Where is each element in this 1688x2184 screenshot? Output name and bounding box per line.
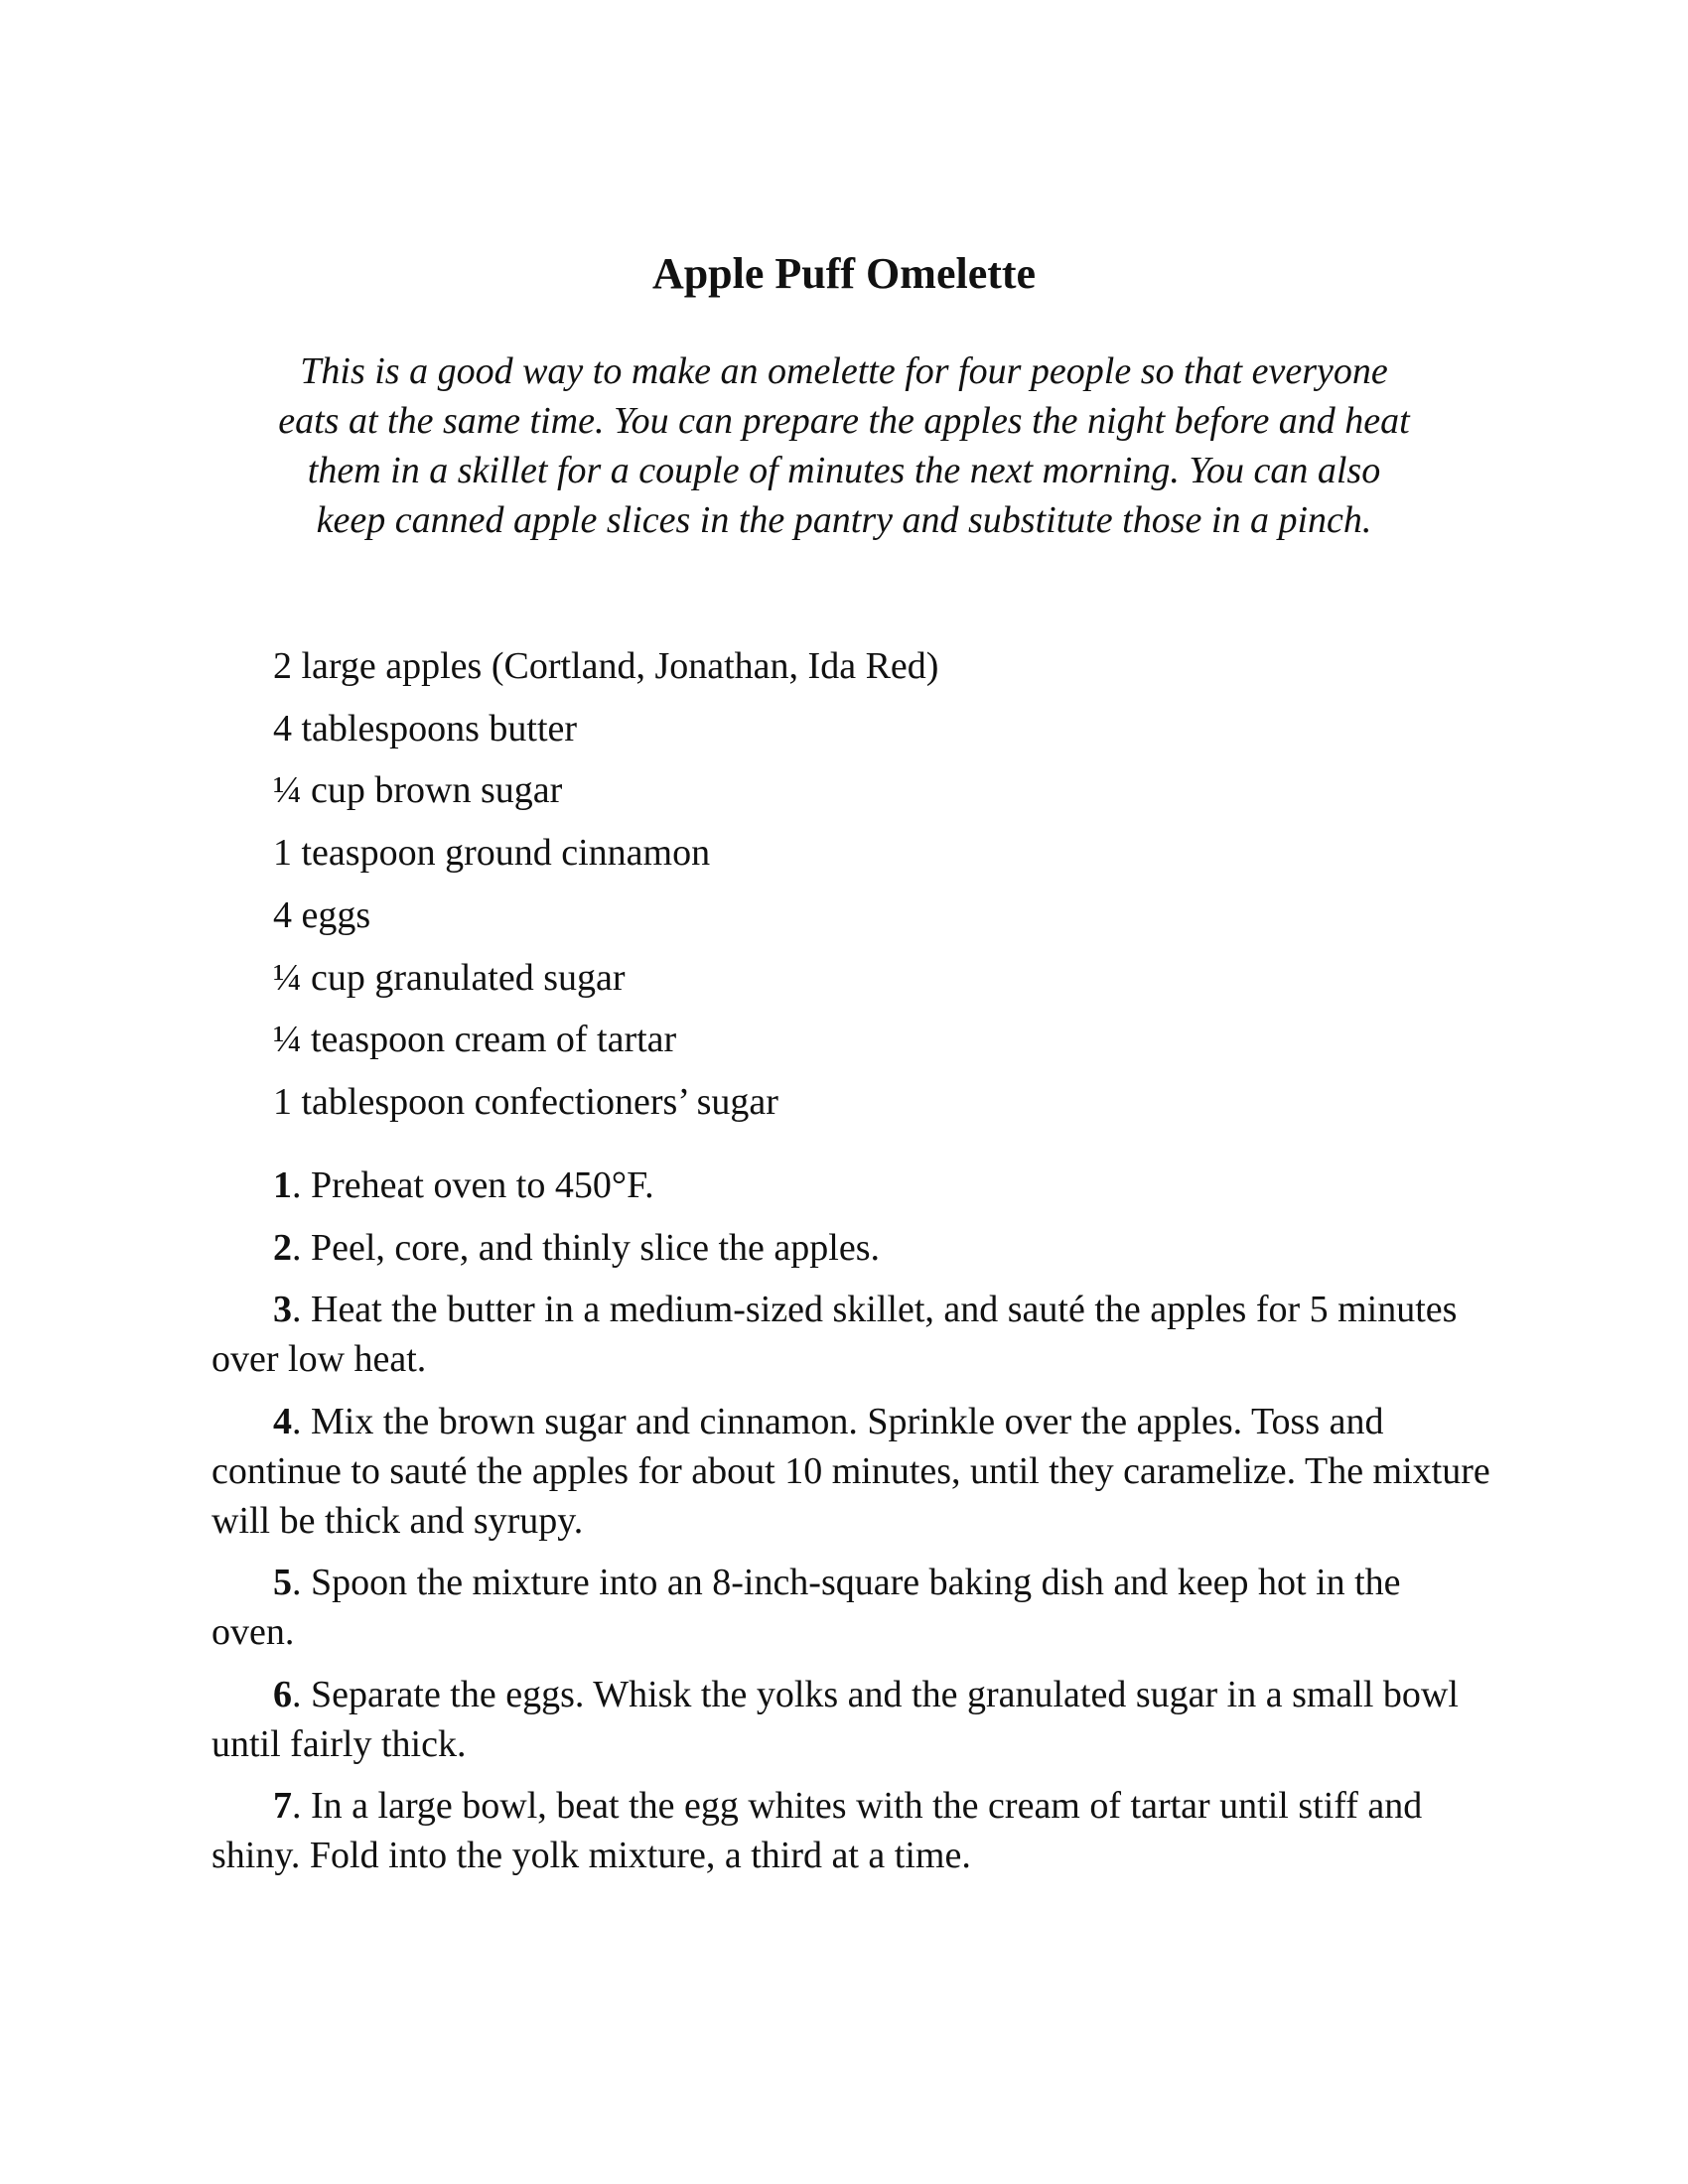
ingredient-item: ¼ teaspoon cream of tartar [273,1019,677,1061]
step-number: 3 [273,1289,292,1330]
ingredient-item: 1 teaspoon ground cinnamon [273,832,711,875]
step-number: 6 [273,1673,292,1715]
ingredient-item: ¼ cup brown sugar [273,769,563,812]
step-item [211,1160,1492,1210]
ingredient-item: 4 eggs [273,893,371,936]
step-item [211,1670,1492,1769]
step-number: 2 [273,1226,292,1269]
step-item [211,1397,1492,1546]
step-text: . Preheat oven to 450°F. [292,1164,654,1206]
step-number: 7 [273,1785,292,1827]
step-number: 1 [273,1164,292,1206]
step-text: . In a large bowl, beat the egg whites with the cream of tartar until stiff and shiny. Fold into the yolk mixture, a third at a time. [211,1785,1423,1876]
ingredient-item: 4 tablespoons butter [273,707,578,750]
step-item [211,1223,1492,1273]
step-item [211,1781,1492,1880]
step-list [211,1160,1492,1893]
step-text: . Peel, core, and thinly slice the apples. [292,1226,880,1269]
step-text: . Heat the butter in a medium-sized skillet, and sauté the apples for 5 minutes over low heat. [211,1289,1458,1380]
step-text: . Mix the brown sugar and cinnamon. Sprinkle over the apples. Toss and continue to sauté the apples for about 10 minutes, until they caramelize. The mixture will be thick and syrupy. [211,1400,1490,1542]
ingredient-item: ¼ cup granulated sugar [273,956,626,999]
recipe-intro: This is a good way to make an omelette for four people so that everyone eats at the same time. You can prepare the apples the night before and heat them in a skillet for a couple of minutes the next morning. You can also keep canned apple slices in the pantry and substitute those in a pinch. [278,350,1410,541]
step-item [211,1558,1492,1657]
recipe-title: Apple Puff Omelette [651,249,1037,298]
ingredient-list [273,635,938,1134]
step-number: 4 [273,1400,292,1442]
step-text: . Separate the eggs. Whisk the yolks and the granulated sugar in a small bowl until fairly thick. [211,1673,1459,1765]
step-text: . Spoon the mixture into an 8-inch-square baking dish and keep hot in the oven. [211,1562,1401,1653]
step-item [211,1285,1492,1384]
step-number: 5 [273,1562,292,1603]
ingredient-item: 2 large apples (Cortland, Jonathan, Ida Red) [273,645,939,687]
ingredient-item: 1 tablespoon confectioners’ sugar [273,1080,778,1123]
